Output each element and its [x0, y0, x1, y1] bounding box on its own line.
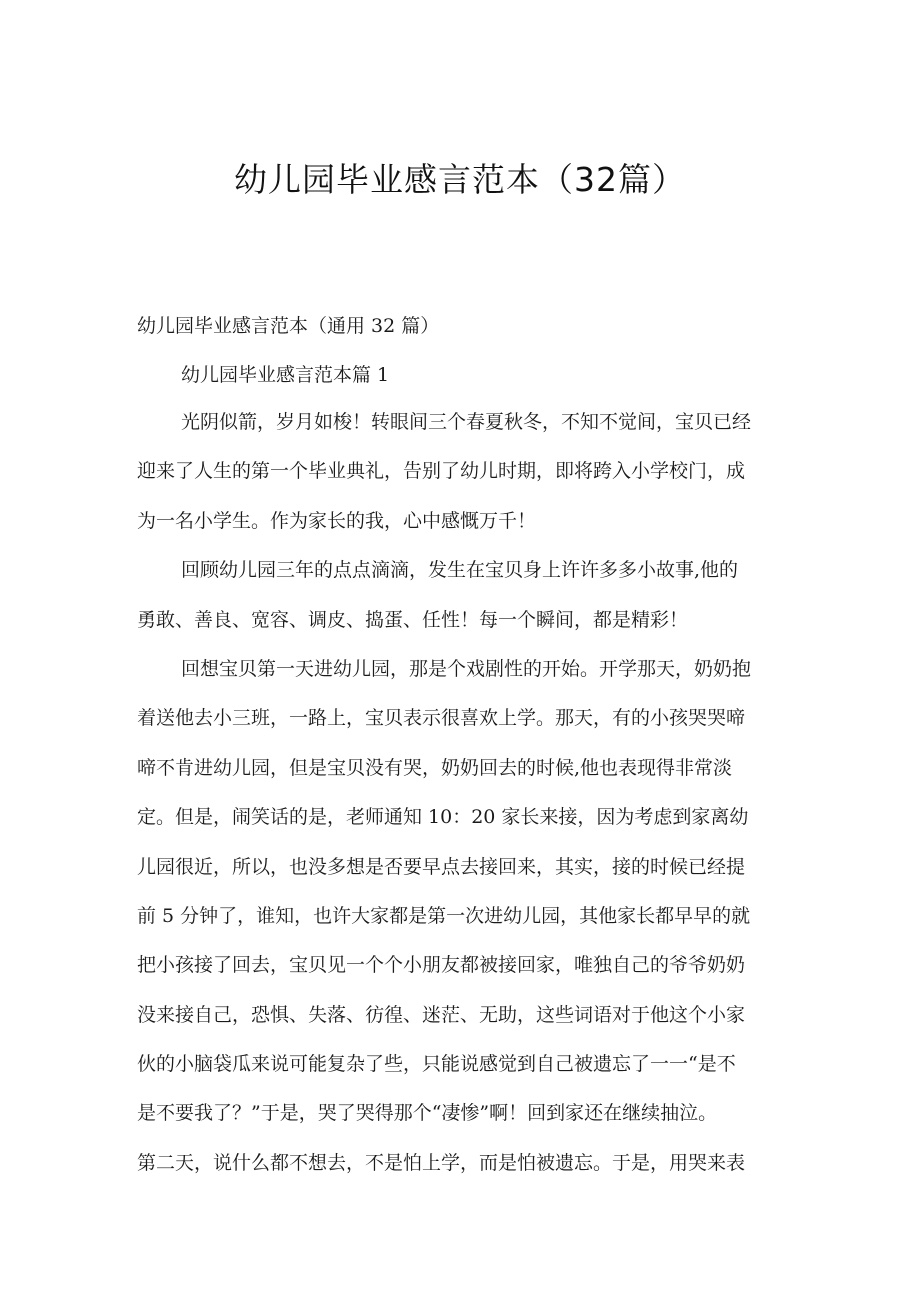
- paragraph-line: 儿园很近，所以，也没多想是否要早点去接回来，其实，接的时候已经提: [137, 855, 746, 878]
- paragraph-line: 前 5 分钟了，谁知，也许大家都是第一次进幼儿园，其他家长都早早的就: [137, 904, 751, 927]
- paragraph-line: 光阴似箭，岁月如梭！转眼间三个春夏秋冬，不知不觉间，宝贝已经: [181, 411, 752, 433]
- paragraph-line: 着送他去小三班，一路上，宝贝表示很喜欢上学。那天，有的小孩哭哭啼: [137, 707, 746, 730]
- paragraph-line: 是不要我了？”于是，哭了哭得那个“凄惨”啊！回到家还在继续抽泣。: [137, 1102, 718, 1125]
- paragraph-line: 为一名小学生。作为家长的我，心中感慨万千！: [137, 509, 537, 532]
- article-body: [137, 407, 787, 1197]
- paragraph-line: 没来接自己，恐惧、失落、彷徨、迷茫、无助，这些词语对于他这个小家: [137, 1003, 746, 1026]
- document-subtitle: 幼儿园毕业感言范本（通用 32 篇）: [137, 315, 440, 337]
- paragraph-line: 啼不肯进幼儿园，但是宝贝没有哭，奶奶回去的时候,他也表现得非常淡: [137, 756, 733, 779]
- section-heading: 幼儿园毕业感言范本篇 1: [181, 364, 390, 386]
- paragraph: [137, 407, 787, 555]
- paragraph-line: 第二天，说什么都不想去，不是怕上学，而是怕被遗忘。于是，用哭来表: [137, 1151, 746, 1174]
- paragraph: [137, 555, 787, 654]
- paragraph-line: 把小孩接了回去，宝贝见一个个小朋友都被接回家，唯独自己的爷爷奶奶: [137, 954, 746, 977]
- paragraph-line: 回想宝贝第一天进幼儿园，那是个戏剧性的开始。开学那天，奶奶抱: [181, 657, 752, 680]
- paragraph-line: 伙的小脑袋瓜来说可能复杂了些，只能说感觉到自己被遗忘了一一“是不: [137, 1053, 736, 1076]
- paragraph-line: 定。但是，闹笑话的是，老师通知 10：20 家长来接，因为考虑到家离幼: [137, 806, 749, 829]
- paragraph-line: 勇敢、善良、宽容、调皮、捣蛋、任性！每一个瞬间，都是精彩！: [137, 608, 689, 631]
- paragraph-line: 迎来了人生的第一个毕业典礼，告别了幼儿时期，即将跨入小学校门，成: [137, 460, 746, 483]
- paragraph: [137, 654, 787, 1197]
- document-title: 幼儿园毕业感言范本（32篇）: [234, 160, 686, 199]
- paragraph-line: 回顾幼儿园三年的点点滴滴，发生在宝贝身上许许多多小故事,他的: [181, 559, 739, 582]
